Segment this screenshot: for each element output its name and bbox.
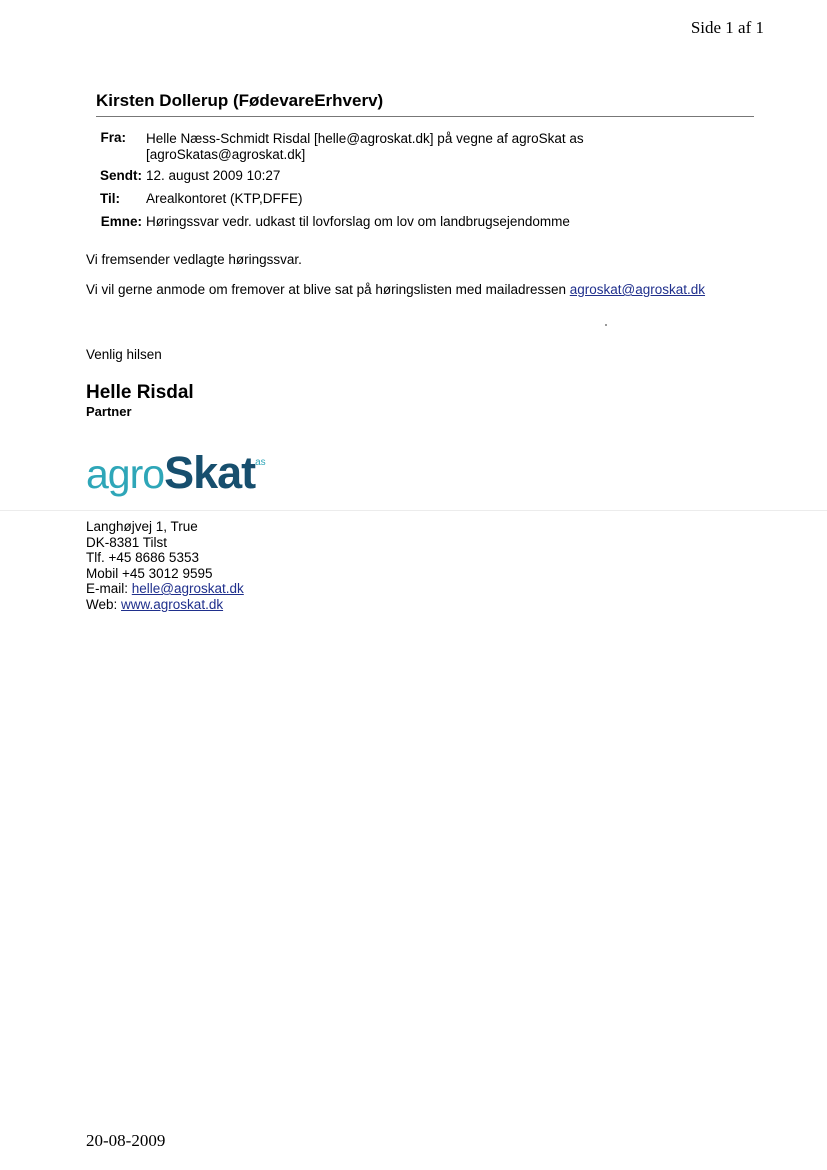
subject-value: Høringssvar vedr. udkast til lovforslag om lov om landbrugsejendomme bbox=[146, 214, 570, 229]
email-label: E-mail: bbox=[86, 581, 129, 596]
to-label: Til: bbox=[100, 191, 120, 206]
from-line-1: Helle Næss-Schmidt Risdal [helle@agroskat.dk] på vegne af agroSkat as bbox=[146, 131, 584, 146]
sent-value: 12. august 2009 10:27 bbox=[146, 168, 281, 183]
from-label: Fra: bbox=[100, 130, 126, 145]
from-value bbox=[146, 131, 584, 163]
page-number: Side 1 af 1 bbox=[690, 18, 764, 37]
body-line-2-text: Vi vil gerne anmode om fremover at blive sat på høringslisten med mailadressen bbox=[86, 282, 566, 297]
scan-speck bbox=[605, 324, 607, 326]
footer-date: 20-08-2009 bbox=[86, 1131, 166, 1150]
scan-divider bbox=[0, 510, 827, 511]
agroskat-logo bbox=[86, 447, 266, 499]
logo-suffix: as bbox=[255, 457, 266, 468]
from-line-2: [agroSkatas@agroskat.dk] bbox=[146, 147, 306, 162]
contact-block bbox=[86, 519, 244, 612]
to-value: Arealkontoret (KTP,DFFE) bbox=[146, 191, 303, 206]
logo-part-agro: agro bbox=[86, 451, 165, 497]
mailing-list-email-link[interactable]: agroskat@agroskat.dk bbox=[569, 282, 706, 297]
phone-line: Tlf. +45 8686 5353 bbox=[86, 550, 199, 565]
web-label: Web: bbox=[86, 596, 118, 612]
body-line-1: Vi fremsender vedlagte høringssvar. bbox=[86, 252, 302, 267]
signature-role: Partner bbox=[86, 404, 132, 419]
sender-title: Kirsten Dollerup (FødevareErhverv) bbox=[96, 91, 384, 110]
website-link[interactable]: www.agroskat.dk bbox=[121, 596, 224, 612]
subject-label: Emne: bbox=[100, 214, 142, 229]
sent-label: Sendt: bbox=[100, 168, 142, 183]
web-line bbox=[86, 597, 244, 613]
signature-name: Helle Risdal bbox=[86, 382, 194, 403]
logo-part-skat: Skat bbox=[164, 447, 256, 498]
title-divider bbox=[96, 116, 754, 117]
address-line-1: Langhøjvej 1, True bbox=[86, 519, 198, 534]
signature-email-link[interactable]: helle@agroskat.dk bbox=[131, 581, 244, 596]
closing-text: Venlig hilsen bbox=[86, 347, 162, 362]
mobile-line: Mobil +45 3012 9595 bbox=[86, 565, 213, 581]
email-line bbox=[86, 581, 244, 597]
body-line-2 bbox=[86, 282, 705, 297]
address-line-2: DK-8381 Tilst bbox=[86, 534, 168, 550]
